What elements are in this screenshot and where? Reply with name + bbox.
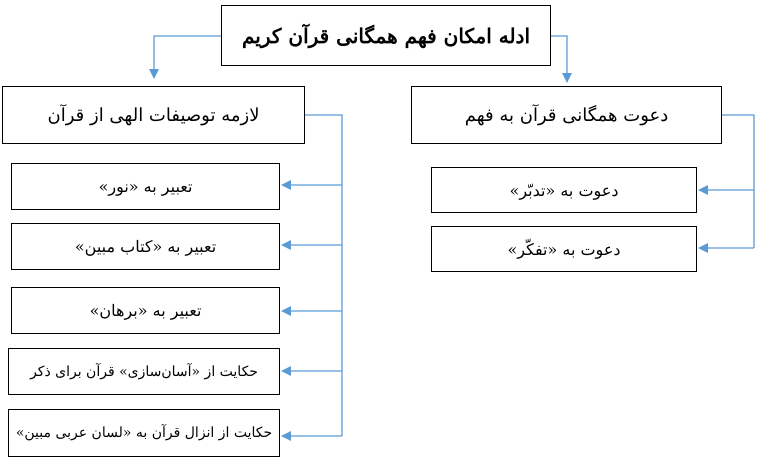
right-item-2 bbox=[431, 226, 697, 272]
root-node-label: ادله امکان فهم همگانی قرآن کریم bbox=[241, 23, 531, 48]
left-item-3 bbox=[11, 287, 280, 334]
left-item-1-label: تعبیر به «نور» bbox=[98, 177, 193, 196]
left-item-4 bbox=[8, 348, 280, 395]
left-item-2-label: تعبیر به «کتاب مبین» bbox=[74, 237, 217, 256]
right-item-1 bbox=[431, 167, 697, 213]
left-item-3-label: تعبیر به «برهان» bbox=[89, 301, 202, 320]
left-branch-label: لازمه توصیفات الهی از قرآن bbox=[47, 104, 260, 126]
left-item-5 bbox=[8, 409, 280, 457]
left-item-5-label: حکایت از انزال قرآن به «لسان عربی مبین» bbox=[15, 425, 273, 441]
connector-root-left bbox=[154, 36, 221, 78]
connector-root-right bbox=[551, 36, 567, 82]
left-item-1 bbox=[11, 163, 280, 210]
left-branch-node bbox=[2, 86, 305, 144]
right-item-2-label: دعوت به «تفکّر» bbox=[507, 239, 621, 259]
right-branch-node bbox=[411, 86, 722, 144]
left-item-4-label: حکایت از «آسان‌سازی» قرآن برای ذکر bbox=[30, 363, 258, 380]
connector-right-spine bbox=[722, 115, 754, 248]
left-item-2 bbox=[11, 223, 280, 270]
connector-left-spine bbox=[305, 115, 342, 436]
right-item-1-label: دعوت به «تدبّر» bbox=[509, 180, 619, 200]
right-branch-label: دعوت همگانی قرآن به فهم bbox=[464, 104, 669, 126]
root-node bbox=[221, 5, 551, 66]
